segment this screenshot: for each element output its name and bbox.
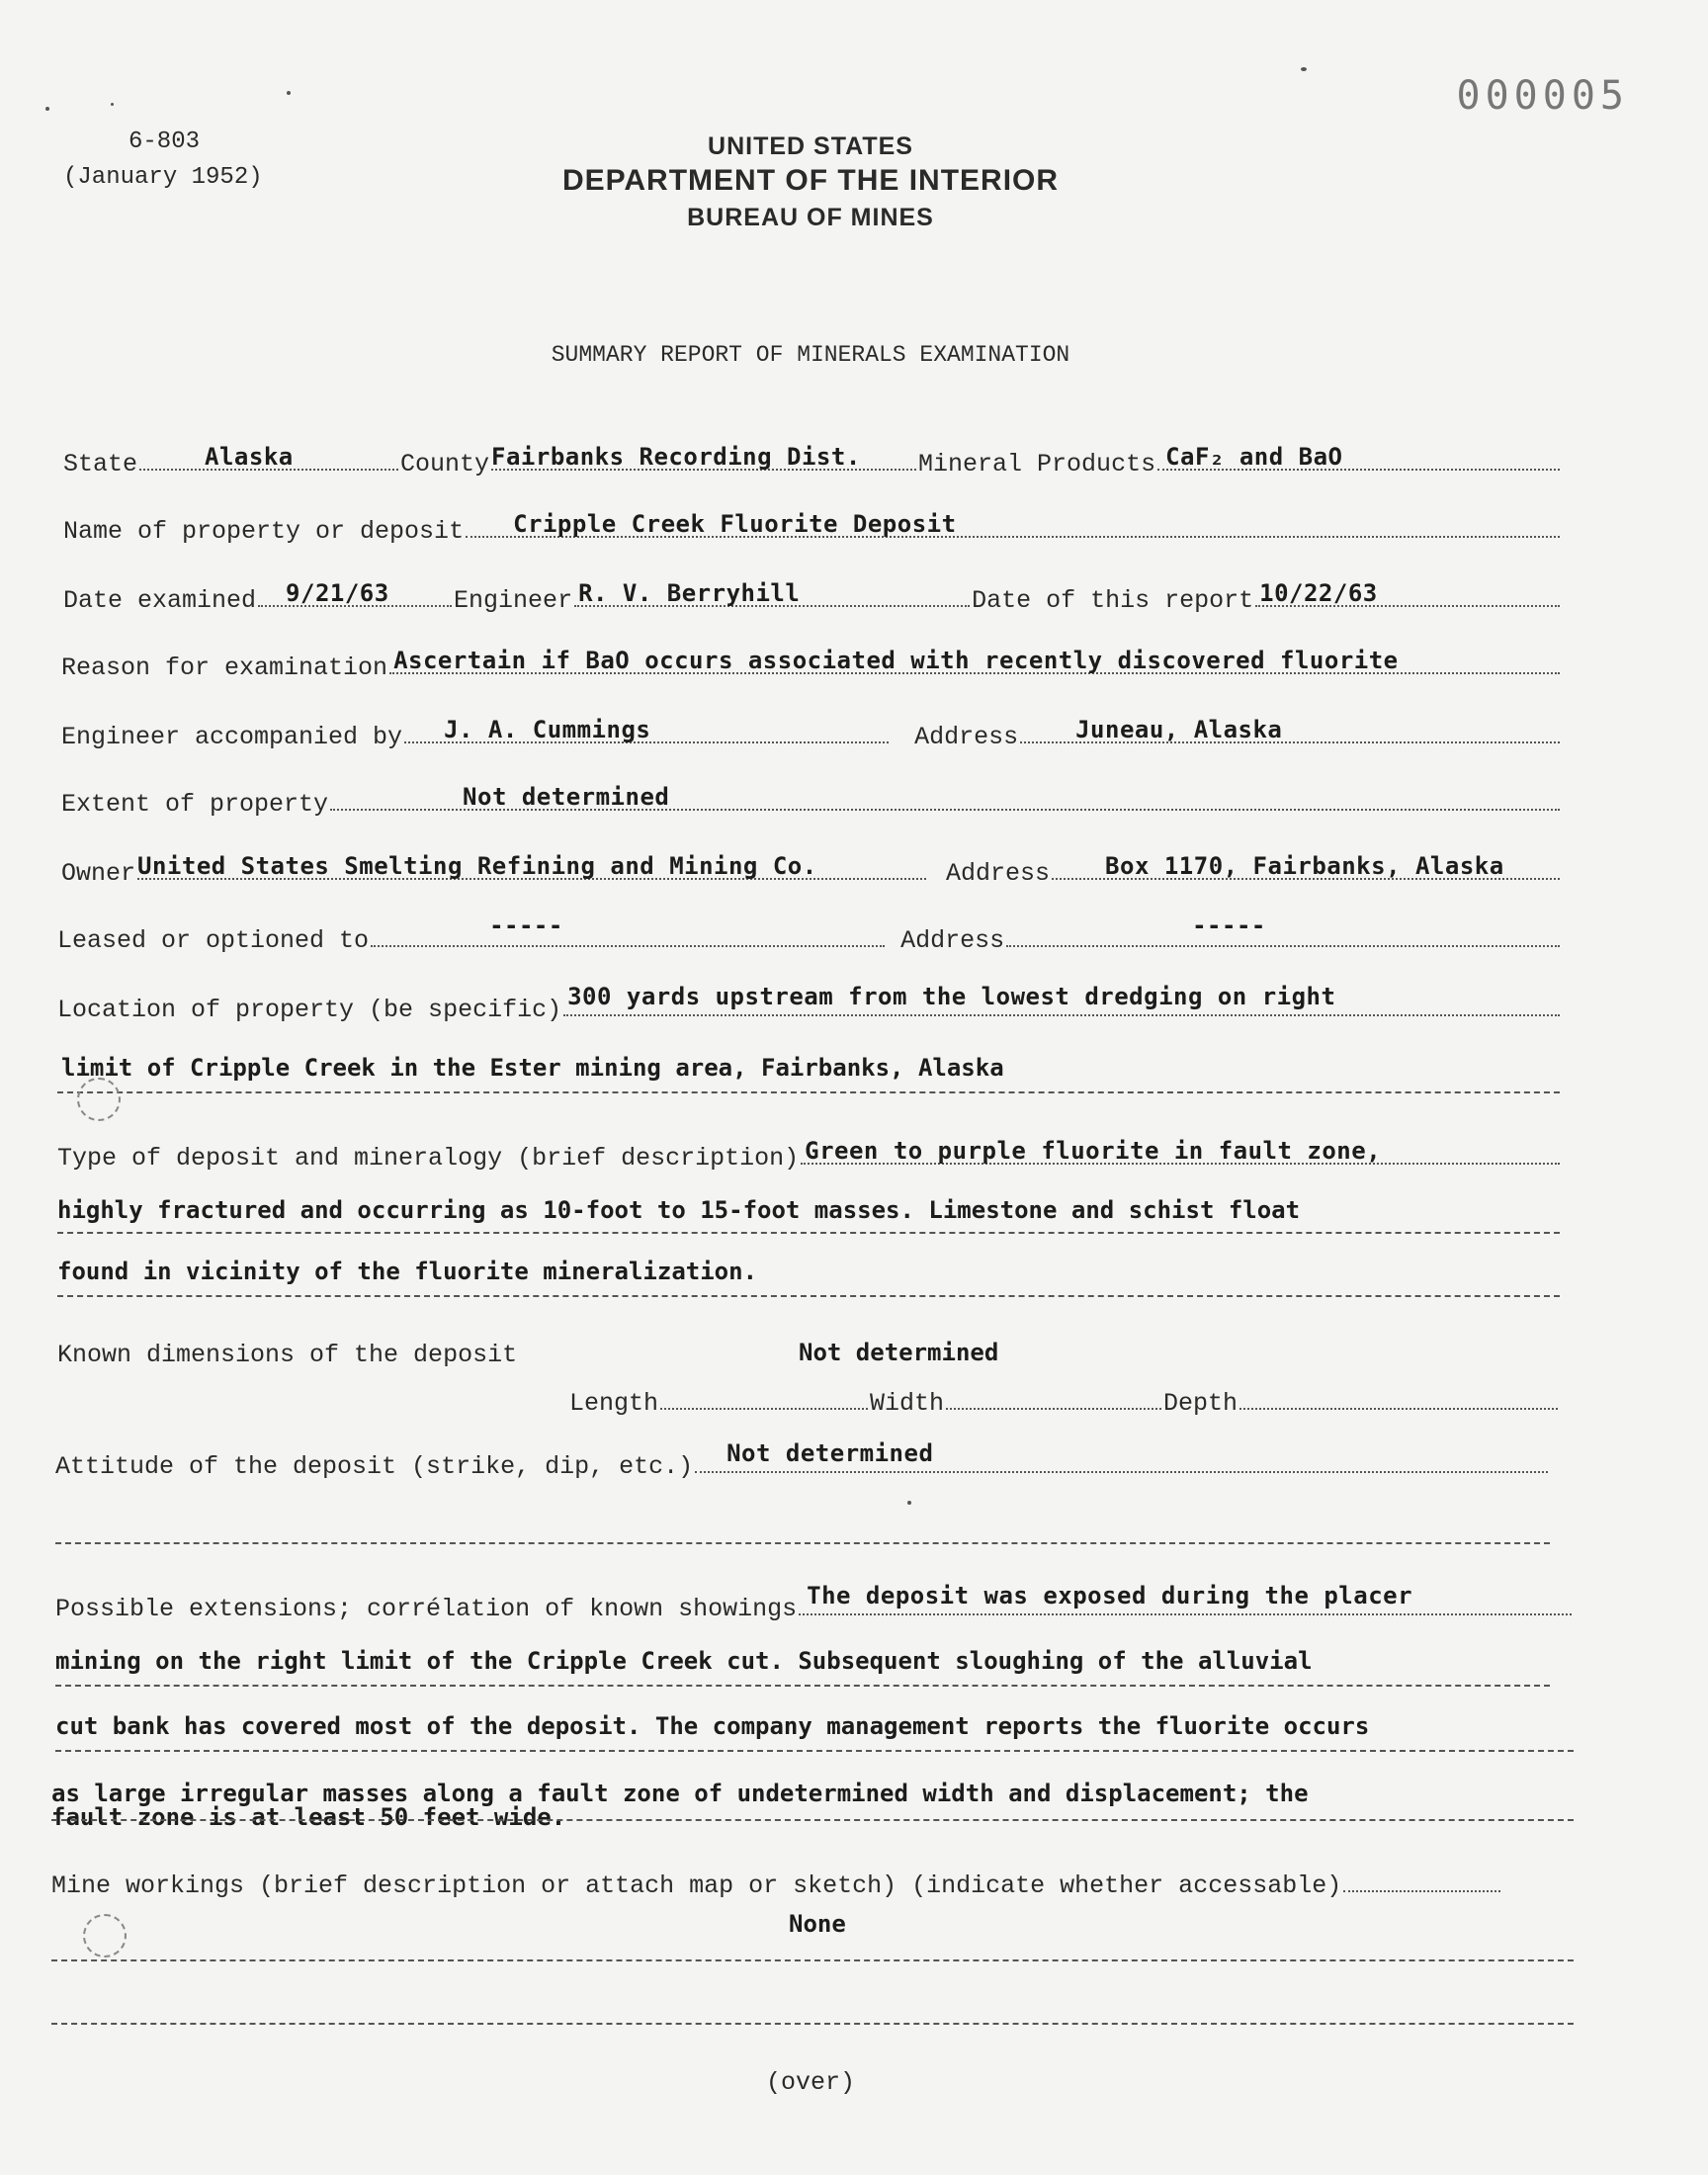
type-value-3: found in vicinity of the fluorite mineralization. bbox=[57, 1258, 758, 1285]
type-value-1: Green to purple fluorite in fault zone, bbox=[805, 1137, 1382, 1165]
row-property-name bbox=[63, 506, 1562, 546]
report-date-value: 10/22/63 bbox=[1259, 579, 1378, 607]
accompanied-address-label: Address bbox=[914, 723, 1019, 751]
type-line-2 bbox=[57, 1232, 1560, 1234]
type-field bbox=[801, 1123, 1560, 1165]
row-mine-workings bbox=[51, 1861, 1502, 1900]
extent-label: Extent of property bbox=[61, 790, 329, 819]
header-line-2: DEPARTMENT OF THE INTERIOR bbox=[561, 164, 1060, 197]
location-value-1: 300 yards upstream from the lowest dredging on right bbox=[567, 983, 1336, 1010]
speck bbox=[1301, 67, 1307, 71]
report-date-field bbox=[1255, 566, 1560, 607]
reason-label: Reason for examination bbox=[61, 653, 388, 682]
depth-label: Depth bbox=[1163, 1389, 1238, 1418]
extensions-value-3: cut bank has covered most of the deposit. The company management reports the fluorite occurs bbox=[55, 1712, 1370, 1740]
owner-address-value: Box 1170, Fairbanks, Alaska bbox=[1105, 852, 1504, 880]
punch-hole-mark bbox=[83, 1914, 127, 1958]
footer-over: (over) bbox=[765, 2068, 855, 2097]
header-line-1: UNITED STATES bbox=[708, 132, 913, 160]
leased-address-field bbox=[1006, 906, 1560, 947]
leased-value: ----- bbox=[489, 912, 563, 939]
report-title: SUMMARY REPORT OF MINERALS EXAMINATION bbox=[551, 342, 1070, 368]
extensions-line-3 bbox=[55, 1750, 1574, 1752]
length-label: Length bbox=[569, 1389, 659, 1418]
county-label: County bbox=[400, 450, 490, 478]
row-dates bbox=[63, 575, 1562, 615]
engineer-label: Engineer bbox=[454, 586, 573, 615]
owner-field bbox=[137, 838, 926, 880]
location-field bbox=[563, 975, 1560, 1016]
row-type bbox=[57, 1133, 1562, 1173]
mine-workings-field bbox=[1343, 1851, 1500, 1892]
speck bbox=[111, 103, 114, 106]
mine-workings-value: None bbox=[789, 1910, 846, 1938]
accompanied-by-value: J. A. Cummings bbox=[444, 716, 651, 743]
form-number: 6-803 bbox=[128, 129, 201, 155]
row-leased bbox=[57, 912, 1562, 955]
mine-workings-label: Mine workings (brief description or attach map or sketch) (indicate whether accessable) bbox=[51, 1871, 1342, 1900]
extensions-line-4 bbox=[51, 1819, 1574, 1821]
row-extent bbox=[61, 779, 1562, 819]
row-accompanied bbox=[61, 712, 1562, 751]
owner-address-label: Address bbox=[946, 859, 1051, 888]
mineral-products-label: Mineral Products bbox=[918, 450, 1156, 478]
extensions-field bbox=[799, 1574, 1572, 1615]
width-field bbox=[946, 1368, 1161, 1410]
attitude-field bbox=[695, 1432, 1548, 1473]
property-name-field bbox=[466, 496, 1560, 538]
type-value-2: highly fractured and occurring as 10-foot to 15-foot masses. Limestone and schist float bbox=[57, 1196, 1301, 1224]
date-examined-label: Date examined bbox=[63, 586, 257, 615]
mine-workings-line-3 bbox=[51, 2023, 1574, 2025]
row-attitude bbox=[55, 1441, 1550, 1481]
mineral-products-value: CaF₂ and BaO bbox=[1165, 443, 1343, 471]
extent-value: Not determined bbox=[463, 783, 670, 811]
date-examined-value: 9/21/63 bbox=[286, 579, 389, 607]
document-number: 000005 bbox=[1456, 73, 1629, 119]
location-label: Location of property (be specific) bbox=[57, 996, 562, 1024]
accompanied-by-label: Engineer accompanied by bbox=[61, 723, 403, 751]
property-name-value: Cripple Creek Fluorite Deposit bbox=[513, 510, 957, 538]
speck bbox=[287, 91, 291, 95]
state-field bbox=[139, 429, 398, 471]
engineer-field bbox=[574, 566, 970, 607]
speck bbox=[45, 107, 49, 111]
row-reason bbox=[61, 643, 1562, 682]
reason-value: Ascertain if BaO occurs associated with recently discovered fluorite bbox=[393, 647, 1399, 674]
row-extensions bbox=[55, 1584, 1574, 1623]
reason-field bbox=[389, 633, 1560, 674]
leased-field bbox=[371, 906, 885, 947]
leased-address-label: Address bbox=[900, 926, 1005, 955]
speck bbox=[907, 1501, 911, 1505]
location-value-2: limit of Cripple Creek in the Ester mining area, Fairbanks, Alaska bbox=[61, 1054, 1004, 1082]
leased-label: Leased or optioned to bbox=[57, 926, 370, 955]
engineer-value: R. V. Berryhill bbox=[578, 579, 801, 607]
report-date-label: Date of this report bbox=[972, 586, 1254, 615]
state-value: Alaska bbox=[205, 443, 294, 471]
accompanied-by-field bbox=[404, 702, 889, 743]
attitude-label: Attitude of the deposit (strike, dip, etc.) bbox=[55, 1452, 694, 1481]
attitude-value: Not determined bbox=[726, 1439, 934, 1467]
extensions-value-4: as large irregular masses along a fault zone of undetermined width and displacement; the bbox=[51, 1780, 1309, 1807]
extensions-label: Possible extensions; corrélation of known showings bbox=[55, 1595, 798, 1623]
extent-field bbox=[330, 769, 1560, 811]
extensions-line-2 bbox=[55, 1685, 1550, 1687]
row-dimensions bbox=[569, 1378, 1560, 1418]
state-label: State bbox=[63, 450, 138, 478]
mine-workings-line-2 bbox=[51, 1959, 1574, 1961]
punch-hole-mark bbox=[77, 1078, 121, 1121]
owner-value: United States Smelting Refining and Mining Co. bbox=[137, 852, 817, 880]
dimensions-value: Not determined bbox=[799, 1339, 999, 1366]
attitude-line-2 bbox=[55, 1542, 1550, 1544]
owner-address-field bbox=[1052, 838, 1560, 880]
type-label: Type of deposit and mineralogy (brief description) bbox=[57, 1144, 800, 1173]
row-state bbox=[63, 439, 1562, 478]
county-value: Fairbanks Recording Dist. bbox=[491, 443, 861, 471]
date-examined-field bbox=[258, 566, 452, 607]
width-label: Width bbox=[870, 1389, 945, 1418]
county-field bbox=[491, 429, 916, 471]
type-line-3 bbox=[57, 1295, 1560, 1297]
owner-label: Owner bbox=[61, 859, 136, 888]
length-field bbox=[660, 1368, 868, 1410]
extensions-value-2: mining on the right limit of the Cripple Creek cut. Subsequent sloughing of the alluvial bbox=[55, 1647, 1313, 1675]
property-name-label: Name of property or deposit bbox=[63, 517, 465, 546]
row-owner bbox=[61, 848, 1562, 888]
dimensions-label: Known dimensions of the deposit bbox=[57, 1341, 518, 1369]
location-line-2 bbox=[57, 1091, 1560, 1093]
accompanied-address-value: Juneau, Alaska bbox=[1075, 716, 1283, 743]
header-line-3: BUREAU OF MINES bbox=[687, 204, 934, 231]
extensions-value-1: The deposit was exposed during the placer bbox=[807, 1582, 1413, 1610]
mineral-products-field bbox=[1157, 429, 1560, 471]
accompanied-address-field bbox=[1020, 702, 1560, 743]
leased-address-value: ----- bbox=[1192, 912, 1266, 939]
form-date: (January 1952) bbox=[63, 164, 263, 191]
depth-field bbox=[1239, 1368, 1558, 1410]
row-location bbox=[57, 985, 1562, 1024]
extensions-value-5: fault zone is at least 50 feet wide. bbox=[51, 1803, 566, 1831]
